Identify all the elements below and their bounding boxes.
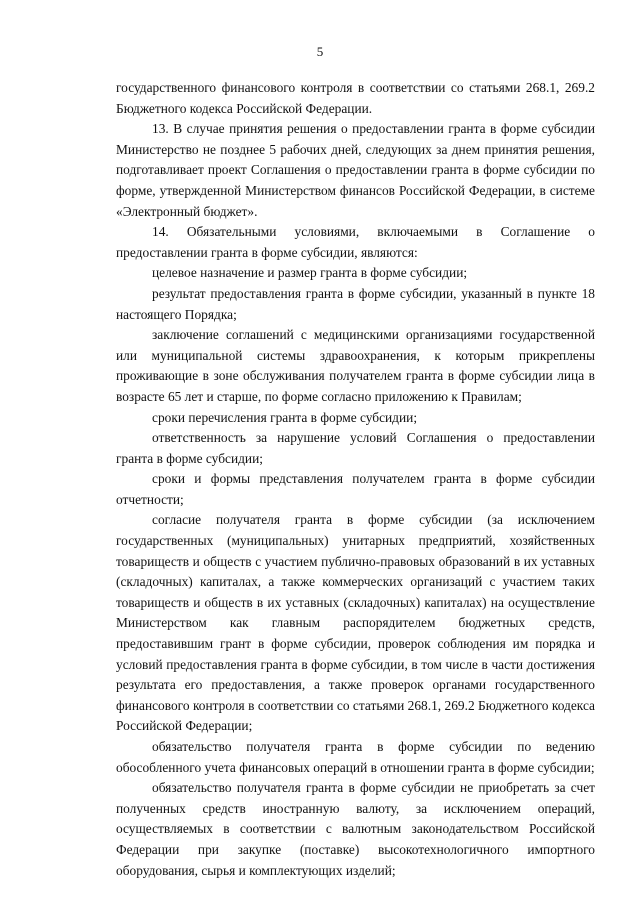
condition-item: результат предоставления гранта в форме субсидии, указанный в пункте 18 настоящего Порядка; <box>116 285 595 322</box>
condition-item: обязательство получателя гранта в форме субсидии не приобретать за счет полученных средств иностранную валюту, за исключением операций, осуществляемых в соответствии с валютным законодательством Российской Федерации при закупке (поставке) высокотехнологичного импортного оборудования, сырья и комплектующих изделий; <box>116 780 595 878</box>
condition-item: целевое назначение и размер гранта в форме субсидии; <box>152 265 468 281</box>
condition-item: согласие получателя гранта в форме субсидии (за исключением государственных (муниципальных) унитарных предприятий, хозяйственных товариществ и обществ с участием публично-правовых образований в их уставных (складочных) капиталах, а также коммерческих организаций с участием таких товариществ и обществ в их уставных (складочных) капиталах) на осуществление Министерством как главным распорядителем бюджетных средств, предоставившим грант в форме субсидии, проверок соблюдения им порядка и условий предоставления гранта в форме субсидии, в том числе в части достижения результата его предоставления, а также проверок органами государственного финансового контроля в соответствии со статьями 268.1, 269.2 Бюджетного кодекса Российской Федерации; <box>116 512 595 734</box>
condition-item: ответственность за нарушение условий Соглашения о предоставлении гранта в форме субсидии; <box>116 430 595 466</box>
paragraph-13: 13. В случае принятия решения о предоставлении гранта в форме субсидии Министерство не позднее 5 рабочих дней, следующих за днем принятия решения, подготавливает проект Соглашения о предоставлении гранта в форме субсидии по форме, утвержденной Министерством финансов Российской Федерации, в системе «Электронный бюджет». <box>116 121 595 219</box>
document-body <box>116 78 595 881</box>
condition-item: сроки и формы представления получателем гранта в форме субсидии отчетности; <box>116 471 595 507</box>
condition-item: заключение соглашений с медицинскими организациями государственной или муниципальной системы здравоохранения, к которым прикреплены проживающие в зоне обслуживания получателем гранта в форме субсидии лица в возрасте 65 лет и старше, по форме согласно приложению к Правилам; <box>116 327 595 404</box>
condition-item: обязательство получателя гранта в форме субсидии по ведению обособленного учета финансовых операций в отношении гранта в форме субсидии; <box>116 739 595 775</box>
paragraph: государственного финансового контроля в соответствии со статьями 268.1, 269.2 Бюджетного кодекса Российской Федерации. <box>116 80 595 116</box>
paragraph-14: 14. Обязательными условиями, включаемыми в Соглашение о предоставлении гранта в форме субсидии, являются: <box>116 224 595 260</box>
condition-item: сроки перечисления гранта в форме субсидии; <box>152 409 418 425</box>
page-number: 5 <box>316 44 324 59</box>
